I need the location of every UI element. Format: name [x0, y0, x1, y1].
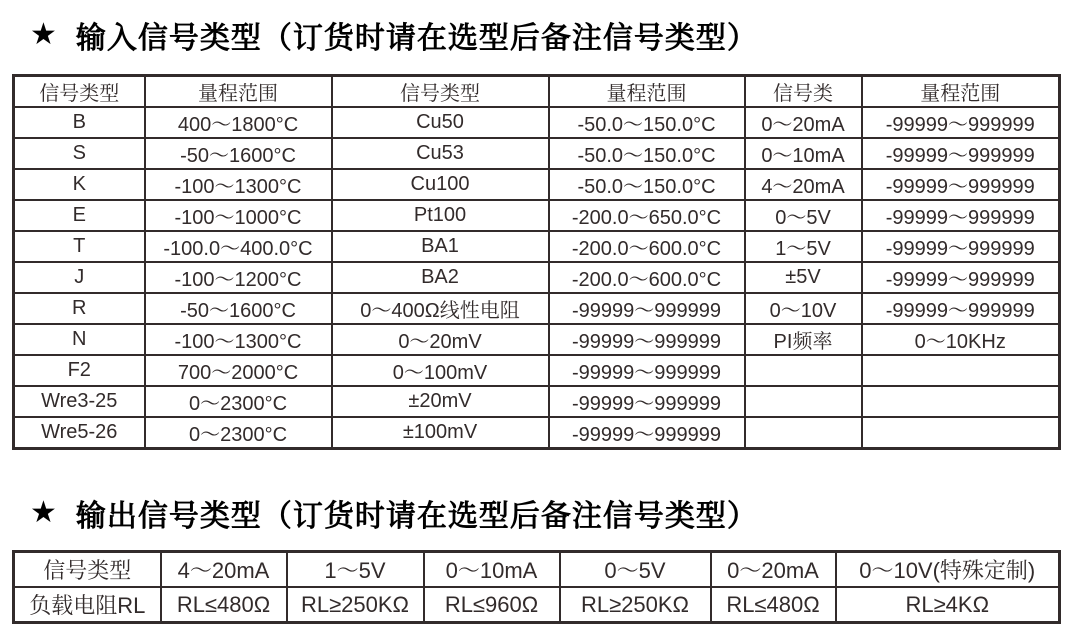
- star-icon: ★: [30, 18, 58, 51]
- output-section-title: [0, 490, 1080, 536]
- table-cell: 负载电阻RL: [14, 587, 161, 623]
- input-section-title: [0, 12, 1080, 58]
- table-cell: -50～1600°C: [145, 293, 332, 324]
- table-cell: 1～5V: [287, 552, 424, 588]
- table-cell: 4～20mA: [745, 169, 862, 200]
- star-icon: ★: [30, 496, 58, 529]
- table-cell: K: [14, 169, 145, 200]
- table-cell: Wre3-25: [14, 386, 145, 417]
- table-cell: RL≤480Ω: [161, 587, 287, 623]
- table-cell: -99999～999999: [549, 293, 745, 324]
- table-cell: 0～10V(特殊定制): [836, 552, 1060, 588]
- table-cell: 0～20mV: [332, 324, 549, 355]
- table-header-row: [14, 76, 1060, 108]
- table-cell: Pt100: [332, 200, 549, 231]
- table-header-cell: 量程范围: [862, 76, 1060, 108]
- table-cell: -99999～999999: [862, 169, 1060, 200]
- table-row: [14, 417, 1060, 449]
- table-cell: RL≥4KΩ: [836, 587, 1060, 623]
- table-cell: Cu53: [332, 138, 549, 169]
- table-row: [14, 231, 1060, 262]
- table-cell: BA1: [332, 231, 549, 262]
- table-cell: -99999～999999: [549, 417, 745, 449]
- table-cell: -100～1300°C: [145, 324, 332, 355]
- table-cell: 1～5V: [745, 231, 862, 262]
- table-header-cell: 信号类: [745, 76, 862, 108]
- table-cell: [862, 355, 1060, 386]
- output-signal-table: [12, 550, 1061, 624]
- table-row: [14, 355, 1060, 386]
- table-header-cell: 量程范围: [145, 76, 332, 108]
- table-row: [14, 200, 1060, 231]
- output-table-body: [14, 552, 1060, 623]
- table-header-cell: 量程范围: [549, 76, 745, 108]
- table-cell: Cu100: [332, 169, 549, 200]
- table-cell: -99999～999999: [862, 262, 1060, 293]
- table-cell: 0～400Ω线性电阻: [332, 293, 549, 324]
- table-cell: RL≥250KΩ: [287, 587, 424, 623]
- table-row: [14, 262, 1060, 293]
- table-cell: N: [14, 324, 145, 355]
- table-cell: -100～1000°C: [145, 200, 332, 231]
- table-row: [14, 169, 1060, 200]
- table-cell: [862, 417, 1060, 449]
- table-cell: BA2: [332, 262, 549, 293]
- table-row: [14, 587, 1060, 623]
- input-signal-table: [12, 74, 1061, 450]
- table-cell: -99999～999999: [549, 324, 745, 355]
- input-table-body: [14, 107, 1060, 449]
- table-header-cell: 信号类型: [14, 76, 145, 108]
- table-cell: -100～1200°C: [145, 262, 332, 293]
- table-cell: [862, 386, 1060, 417]
- input-section-title-text: 输入信号类型（订货时请在选型后备注信号类型）: [75, 22, 758, 55]
- table-cell: E: [14, 200, 145, 231]
- table-cell: ±20mV: [332, 386, 549, 417]
- page: [0, 12, 1080, 629]
- table-cell: [745, 386, 862, 417]
- table-cell: 0～10mA: [745, 138, 862, 169]
- table-cell: -99999～999999: [862, 231, 1060, 262]
- table-cell: RL≥250KΩ: [560, 587, 711, 623]
- table-cell: -99999～999999: [862, 200, 1060, 231]
- table-cell: -200.0～650.0°C: [549, 200, 745, 231]
- table-cell: T: [14, 231, 145, 262]
- table-cell: R: [14, 293, 145, 324]
- table-cell: 0～100mV: [332, 355, 549, 386]
- table-cell: J: [14, 262, 145, 293]
- table-cell: S: [14, 138, 145, 169]
- table-cell: F2: [14, 355, 145, 386]
- table-cell: -100.0～400.0°C: [145, 231, 332, 262]
- table-cell: -100～1300°C: [145, 169, 332, 200]
- table-cell: ±100mV: [332, 417, 549, 449]
- table-cell: 0～10KHz: [862, 324, 1060, 355]
- table-cell: -50～1600°C: [145, 138, 332, 169]
- table-cell: -200.0～600.0°C: [549, 262, 745, 293]
- table-cell: ±5V: [745, 262, 862, 293]
- table-cell: 0～2300°C: [145, 386, 332, 417]
- table-cell: -99999～999999: [549, 355, 745, 386]
- table-row: [14, 386, 1060, 417]
- table-cell: [745, 417, 862, 449]
- table-cell: 700～2000°C: [145, 355, 332, 386]
- table-cell: 0～5V: [745, 200, 862, 231]
- table-cell: RL≤960Ω: [424, 587, 560, 623]
- table-cell: [745, 355, 862, 386]
- table-cell: 0～5V: [560, 552, 711, 588]
- input-table-head: [14, 76, 1060, 108]
- table-cell: Wre5-26: [14, 417, 145, 449]
- table-cell: Cu50: [332, 107, 549, 138]
- table-cell: 0～10V: [745, 293, 862, 324]
- table-cell: 400～1800°C: [145, 107, 332, 138]
- table-row: [14, 138, 1060, 169]
- table-cell: -99999～999999: [549, 386, 745, 417]
- table-cell: 0～20mA: [745, 107, 862, 138]
- table-cell: 0～20mA: [711, 552, 836, 588]
- table-row: [14, 552, 1060, 588]
- table-cell: B: [14, 107, 145, 138]
- table-cell: -200.0～600.0°C: [549, 231, 745, 262]
- table-cell: -50.0～150.0°C: [549, 138, 745, 169]
- output-section-title-text: 输出信号类型（订货时请在选型后备注信号类型）: [75, 500, 758, 533]
- table-cell: -99999～999999: [862, 107, 1060, 138]
- table-cell: 0～2300°C: [145, 417, 332, 449]
- table-header-cell: 信号类型: [332, 76, 549, 108]
- table-row: [14, 324, 1060, 355]
- table-cell: -50.0～150.0°C: [549, 107, 745, 138]
- table-cell: RL≤480Ω: [711, 587, 836, 623]
- table-row: [14, 107, 1060, 138]
- table-cell: -99999～999999: [862, 293, 1060, 324]
- table-cell: 4～20mA: [161, 552, 287, 588]
- table-row: [14, 293, 1060, 324]
- table-cell: -99999～999999: [862, 138, 1060, 169]
- table-cell: 0～10mA: [424, 552, 560, 588]
- table-cell: -50.0～150.0°C: [549, 169, 745, 200]
- table-cell: PI频率: [745, 324, 862, 355]
- table-cell: 信号类型: [14, 552, 161, 588]
